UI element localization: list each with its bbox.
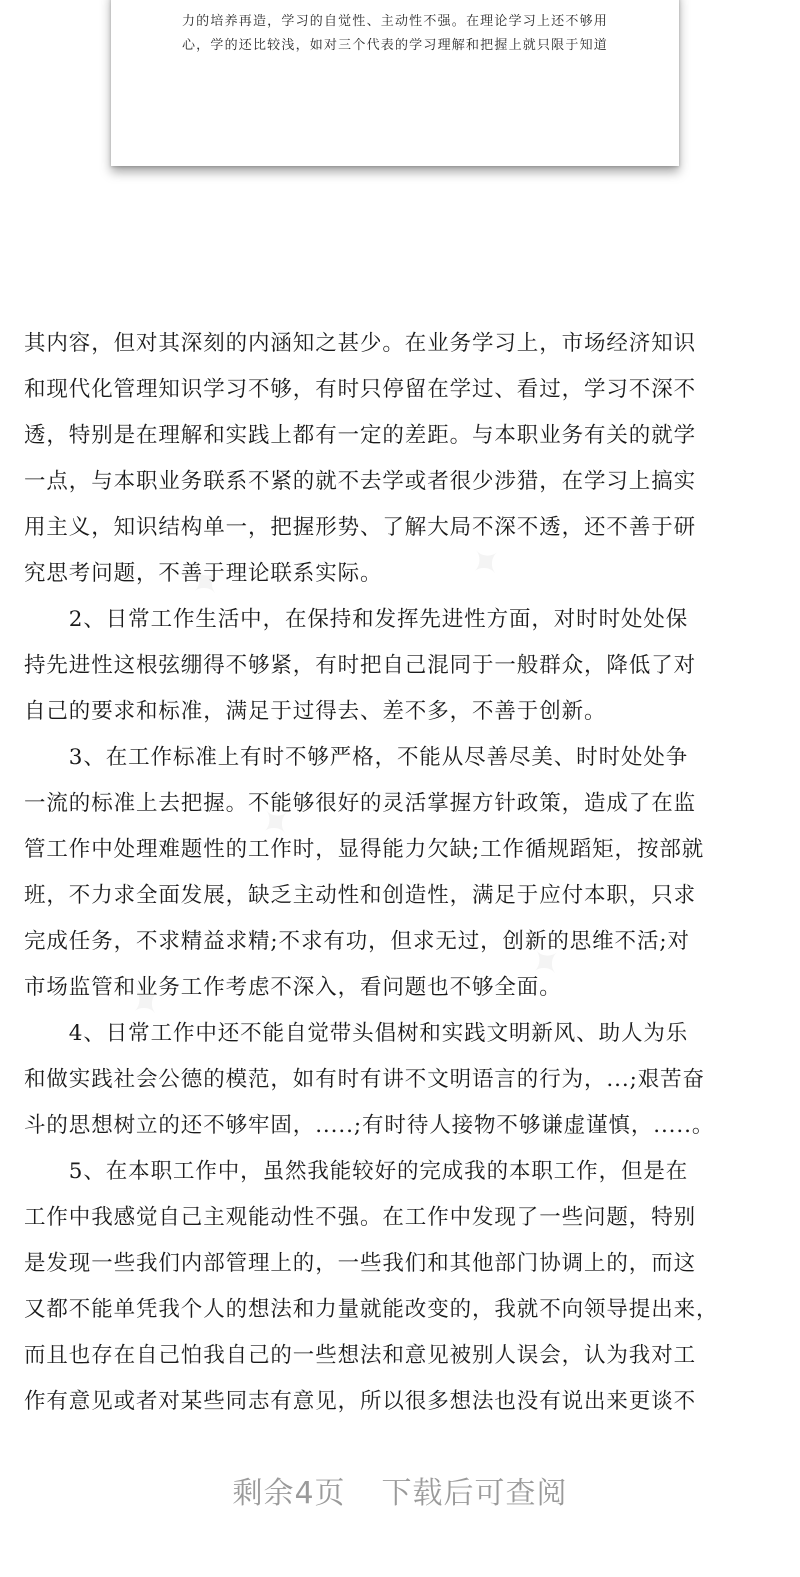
text-line [24, 786, 776, 832]
download-prompt[interactable] [0, 1468, 800, 1512]
text-line [24, 924, 776, 970]
preview-page-card [111, 0, 679, 166]
text-line [24, 510, 776, 556]
text-line-content: 又都不能单凭我个人的想法和力量就能改变的，我就不向领导提出来， [24, 1297, 719, 1322]
text-line [24, 372, 776, 418]
text-line [24, 326, 776, 372]
text-line-content: 完成任务，不求精益求精;不求有功，但求无过，创新的思维不活;对 [24, 929, 690, 954]
card-text-line-1: 力的培养再造，学习的自觉性、主动性不强。在理论学习上还不够用 [181, 14, 608, 29]
text-line [24, 1292, 776, 1338]
text-line-content: 持先进性这根弦绷得不够紧，有时把自己混同于一般群众，降低了对 [24, 653, 697, 678]
text-line [24, 832, 776, 878]
text-line [24, 1384, 776, 1430]
text-line-content: 和做实践社会公德的模范，如有时有讲不文明语言的行为，...;艰苦奋 [24, 1067, 705, 1092]
text-line-content: 管工作中处理难题性的工作时，显得能力欠缺;工作循规蹈矩，按部就 [24, 837, 705, 862]
document-body [24, 326, 776, 1430]
text-line-content: 斗的思想树立的还不够牢固，.....;有时待人接物不够谦虚谨慎，.....。 [24, 1113, 715, 1138]
text-line [24, 1246, 776, 1292]
text-line [24, 970, 776, 1016]
text-line [24, 648, 776, 694]
text-line-content: 市场监管和业务工作考虑不深入，看问题也不够全面。 [24, 975, 562, 1000]
text-line-content: 工作中我感觉自己主观能动性不强。在工作中发现了一些问题，特别 [24, 1205, 697, 1230]
text-line [24, 694, 776, 740]
text-line-content: 和现代化管理知识学习不够，有时只停留在学过、看过，学习不深不 [24, 377, 697, 402]
text-line [24, 1108, 776, 1154]
text-line [24, 602, 776, 648]
text-line [24, 1016, 776, 1062]
text-line [24, 1338, 776, 1384]
text-line-content: 3、在工作标准上有时不够严格，不能从尽善尽美、时时处处争 [24, 745, 689, 770]
text-line-content: 而且也存在自己怕我自己的一些想法和意见被别人误会，认为我对工 [24, 1343, 697, 1368]
text-line-content: 5、在本职工作中，虽然我能较好的完成我的本职工作，但是在 [24, 1159, 689, 1184]
text-line [24, 556, 776, 602]
text-line-content: 一流的标准上去把握。不能够很好的灵活掌握方针政策，造成了在监 [24, 791, 697, 816]
text-line-content: 自己的要求和标准，满足于过得去、差不多，不善于创新。 [24, 699, 607, 724]
text-line [24, 1062, 776, 1108]
text-line-content: 究思考问题，不善于理论联系实际。 [24, 561, 383, 586]
text-line [24, 878, 776, 924]
remaining-pages-label: 剩余4页 [232, 1476, 346, 1511]
text-line-content: 透，特别是在理解和实践上都有一定的差距。与本职业务有关的就学 [24, 423, 697, 448]
download-to-view-label: 下载后可查阅 [381, 1476, 568, 1511]
text-line [24, 1154, 776, 1200]
text-line-content: 用主义，知识结构单一，把握形势、了解大局不深不透，还不善于研 [24, 515, 697, 540]
text-line-content: 其内容，但对其深刻的内涵知之甚少。在业务学习上，市场经济知识 [24, 331, 697, 356]
text-line [24, 418, 776, 464]
text-line-content: 一点，与本职业务联系不紧的就不去学或者很少涉猎，在学习上搞实 [24, 469, 697, 494]
text-line [24, 464, 776, 510]
card-text-line-2: 心，学的还比较浅，如对三个代表的学习理解和把握上就只限于知道 [181, 38, 608, 53]
text-line-content: 4、日常工作中还不能自觉带头倡树和实践文明新风、助人为乐 [24, 1021, 689, 1046]
text-line-content: 作有意见或者对某些同志有意见，所以很多想法也没有说出来更谈不 [24, 1389, 697, 1414]
text-line-content: 是发现一些我们内部管理上的，一些我们和其他部门协调上的，而这 [24, 1251, 697, 1276]
text-line-content: 班，不力求全面发展，缺乏主动性和创造性，满足于应付本职，只求 [24, 883, 697, 908]
text-line [24, 1200, 776, 1246]
text-line-content: 2、日常工作生活中，在保持和发挥先进性方面，对时时处处保 [24, 607, 689, 632]
text-line [24, 740, 776, 786]
